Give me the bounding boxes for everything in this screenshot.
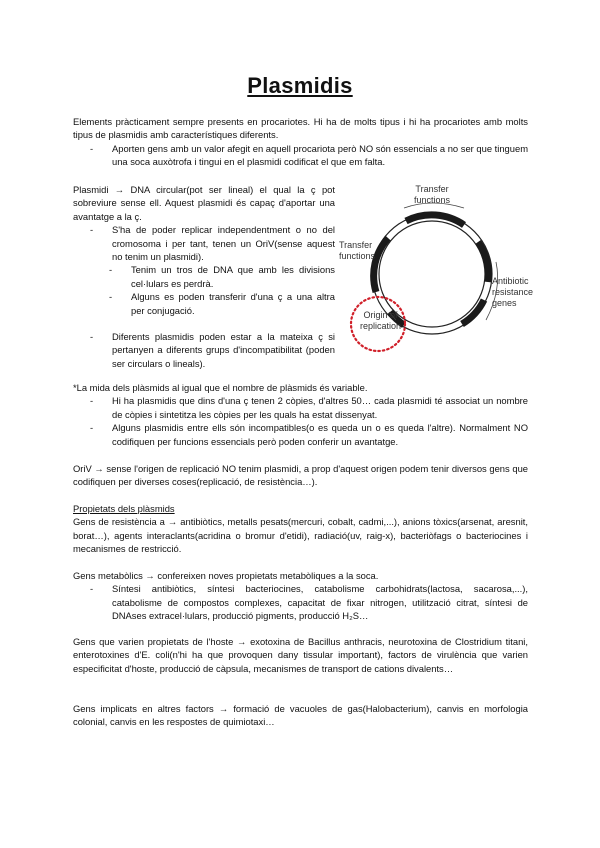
label-origin-of-replication: Origin of replication [360,310,402,331]
plasmid-definition-section [73,183,335,370]
intro-paragraph: Elements pràcticament sempre presents en procariotes. Hi ha de molts tipus i hi ha procariotes amb molts tipus de plasmidis amb característiques diferents. [73,116,528,141]
plasmid-bullets [73,223,335,370]
host-section [73,635,528,675]
metabolic-paragraph: Gens metabòlics → confereixen noves propietats metabòliques a la soca. [73,570,379,581]
resistance-paragraph: Gens de resistència a → antibiòtics, metalls pesats(mercuri, cobalt, cadmi,...), anions tòxics(arsenat, aresnit, borat…), agents interaclants(acridina o bromur d'etidi), radiació(uv, raig-x), bacteriòfags o bacteriocines i mecanismes de restricció. [73,516,528,555]
label-transfer-functions-left: Transfer functions [339,240,376,261]
oriv-section [73,462,528,489]
list-item: - Hi ha plasmidis que dins d'una ç tenen 2 còpies, d'altres 50… cada plasmidi té associat un nombre de còpies i sintetitza les còpies per les quals ha estat dissenyat. [73,394,528,421]
list-item: - Diferents plasmidis poden estar a la mateixa ç si pertanyen a diferents grups d'incompatibilitat (poden ser circulars o lineals). [73,330,335,370]
intro-bullets [73,142,528,169]
list-item: - Tenim un tros de DNA que amb les divisions cel·lulars es perdrà. [73,263,335,290]
plasmid-definition-paragraph: Plasmidi → DNA circular(pot ser lineal) el qual la ç pot sobreviure sense ell. Aquest plasmidi és capaç d'aportar una avantatge a la ç. [73,184,335,222]
gene-segment-transfer-left [374,238,388,292]
list-item: - Aporten gens amb un valor afegit en aquell procariota però NO són essencials a no ser que tinguem una soca auxòtrofa i tingui en el plasmidi codificat el que em falta. [73,142,528,169]
list-item [73,223,335,317]
list-item: - Alguns es poden transferir d'una ç a una altra per conjugació. [73,290,335,317]
gene-segment-resistance-2 [462,300,484,324]
plasmid-diagram [336,182,536,372]
size-note-section [73,381,528,448]
properties-section [73,502,528,556]
page-title: Plasmidis [247,73,353,98]
size-note-paragraph: *La mida dels plàsmids al igual que el nombre de plàsmids és variable. [73,382,368,393]
metabolic-bullets [73,582,528,622]
label-transfer-functions-top: Transfer functions [414,184,451,205]
plasmid-sub-bullets [73,263,335,317]
plasmid-bullet-replication: S'ha de poder replicar independentment o no del cromosoma i per tant, tenen un OriV(sense aquest no tenim un plasmidi). [112,224,335,263]
host-paragraph: Gens que varien propietats de l'hoste → exotoxina de Bacillus anthracis, neurotoxina de Clostridium titani, enterotoxines d'E. coli(n'hi ha que provoquen dany tissular important), factors de virulència que varien especificitat d'hoste, producció de càpsula, mecanismes de transport de cations divalents… [73,636,528,674]
size-note-bullets [73,394,528,448]
properties-heading: Propietats dels plàsmids [73,503,175,514]
list-item: - Alguns plasmidis entre ells són incompatibles(o es queda un o es queda l'altre). Normalment NO codifiquen per funcions essencials però poden conferir un avantatge. [73,421,528,448]
metabolic-section [73,569,528,623]
label-antibiotic-resistance: Antibiotic resistance genes [492,276,534,308]
other-section [73,702,528,729]
list-item: - Síntesi antibiòtics, síntesi bacteriocines, catabolisme carbohidrats(lactosa, sacarosa,...), catabolisme de compostos complexes, capacitat de fixar nitrogen, utilització citrat, síntesi de DNAses extracel·lulars, producció pigments, producció H₂S… [73,582,528,622]
intro-section [73,115,528,169]
oriv-paragraph: OriV → sense l'origen de replicació NO tenim plasmidi, a prop d'aquest origen podem tenir diversos gens que codifiquen per diverses coses(replicació, de resistència…). [73,463,528,488]
other-paragraph: Gens implicats en altres factors → formació de vacuoles de gas(Halobacterium), canvis en morfologia colonial, canvis en les respostes de quimiotaxi… [73,703,528,728]
